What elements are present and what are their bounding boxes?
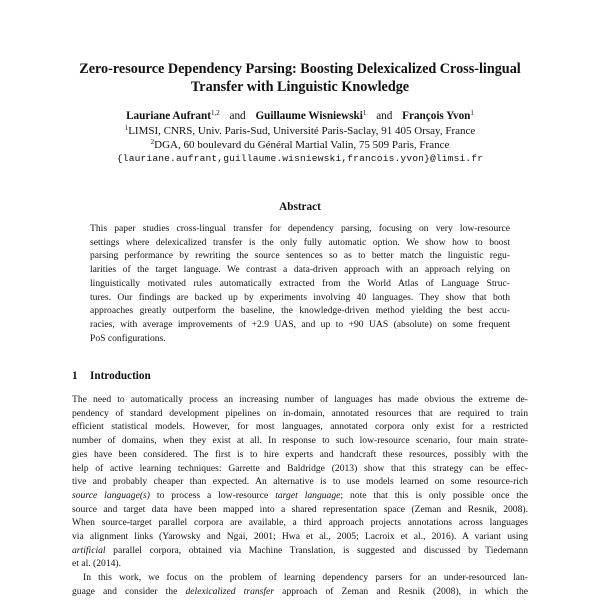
affiliation-text: LIMSI, CNRS, Univ. Paris-Sud, Université Paris-Saclay, 91 405 Orsay, France bbox=[128, 125, 476, 137]
author-name: Guillaume Wisniewski bbox=[255, 110, 363, 122]
abstract-line: racies, with average improvements of +2.9 UAS, and up to +90 UAS (absolute) on some frequent bbox=[90, 318, 510, 330]
introduction-body bbox=[72, 393, 528, 599]
body-text: to process a low-resource bbox=[149, 489, 276, 501]
author-name: Lauriane Aufrant bbox=[126, 110, 211, 122]
author-list bbox=[40, 109, 560, 123]
abstract-line: This paper studies cross-lingual transfer for dependency parsing, focusing on very low-resource bbox=[90, 223, 510, 234]
author-name: François Yvon bbox=[402, 110, 471, 122]
emphasis: target language bbox=[275, 489, 341, 501]
body-line bbox=[72, 585, 528, 599]
abstract-line: parsing performance by rewriting the source sentences so as to better match the linguistic regu- bbox=[90, 250, 510, 262]
body-text: ; note that this is only possible once the bbox=[340, 489, 528, 501]
paper-title bbox=[40, 60, 560, 96]
body-line: number of domains, when they exist at all. In response to such low-resource scenario, four main strate- bbox=[72, 435, 528, 447]
body-line: source and target data have been mapped into a shared representation space (Zeman and Resnik, 2008). bbox=[72, 503, 528, 515]
body-line bbox=[72, 544, 528, 558]
title-line: Zero-resource Dependency Parsing: Boosting Delexicalized Cross-lingual bbox=[79, 61, 521, 77]
section-title: Introduction bbox=[90, 370, 151, 382]
abstract-heading: Abstract bbox=[279, 201, 321, 213]
author-separator: and bbox=[376, 110, 393, 122]
affiliation-text: DGA, 60 boulevard du Général Martial Valin, 75 509 Paris, France bbox=[154, 139, 450, 151]
author-affiliation-mark: 1,2 bbox=[210, 109, 220, 117]
body-line: gies have been considered. The first is to hire experts and handcraft these resources, possibly with the bbox=[72, 448, 528, 460]
abstract-line: settings where delexicalized transfer is the only fully automatic option. We show how to boost bbox=[90, 236, 510, 248]
affiliation bbox=[40, 138, 560, 152]
body-line: The need to automatically process an increasing number of languages has made obvious the extreme de- bbox=[72, 394, 528, 405]
abstract-line: linguistically motivated rules automatically extracted from the World Atlas of Language Struc- bbox=[90, 277, 510, 289]
body-line: via alignment links (Yarowsky and Ngai, 2001; Hwa et al., 2005; Lacroix et al., 2016). A variant using bbox=[72, 531, 528, 543]
section-heading bbox=[72, 369, 151, 383]
body-text: approach of Zeman and Resnik (2008), in which the bbox=[274, 585, 529, 597]
affiliation-mark: 2 bbox=[150, 138, 155, 146]
body-line: pendency of standard development pipelines on in-domain, annotated resources that are required to train bbox=[72, 407, 528, 419]
affiliation bbox=[40, 124, 560, 138]
abstract-line: approaches greatly outperform the baseline, the knowledge-driven method yielding the best accu- bbox=[90, 305, 510, 317]
body-text: parallel corpora, obtained via Machine Translation, is suggested and discussed by Tiedemann bbox=[105, 544, 528, 556]
body-line bbox=[72, 489, 528, 503]
author-email: {lauriane.aufrant,guillaume.wisniewski,francois.yvon}@limsi.fr bbox=[116, 153, 484, 164]
body-line: efficient statistical models. However, for most languages, annotated corpora only exist for a restricted bbox=[72, 421, 528, 433]
abstract-line: PoS configurations. bbox=[90, 332, 166, 344]
abstract-body bbox=[90, 222, 510, 345]
emphasis: delexicalized transfer bbox=[185, 585, 275, 597]
title-line: Transfer with Linguistic Knowledge bbox=[190, 79, 410, 95]
body-line: In this work, we focus on the problem of learning dependency parsers for an under-resourced lan- bbox=[83, 572, 528, 584]
emphasis: source language(s) bbox=[72, 489, 150, 501]
body-line: When source-target parallel corpora are available, a third approach projects annotations across languages bbox=[72, 517, 528, 529]
affiliation-mark: 1 bbox=[124, 124, 129, 132]
abstract-line: larities of the target language. We contrast a data-driven approach with an approach relying on bbox=[90, 264, 510, 276]
body-line: help of active learning techniques: Garrette and Baldridge (2013) show that this strategy can be effec- bbox=[72, 462, 528, 474]
section-number: 1 bbox=[72, 370, 78, 382]
author-separator: and bbox=[229, 110, 246, 122]
emphasis: artificial bbox=[72, 544, 106, 556]
body-line: tive and probably cheaper than expected. An alternative is to use models learned on some resource-rich bbox=[72, 476, 528, 488]
body-line: et al. (2014). bbox=[72, 558, 122, 570]
author-affiliation-mark: 1 bbox=[470, 109, 474, 117]
abstract-line: tures. Our findings are backed up by experiments involving 40 languages. They show that both bbox=[90, 291, 510, 303]
body-text: guage and consider the bbox=[72, 585, 186, 597]
author-affiliation-mark: 1 bbox=[362, 109, 367, 117]
